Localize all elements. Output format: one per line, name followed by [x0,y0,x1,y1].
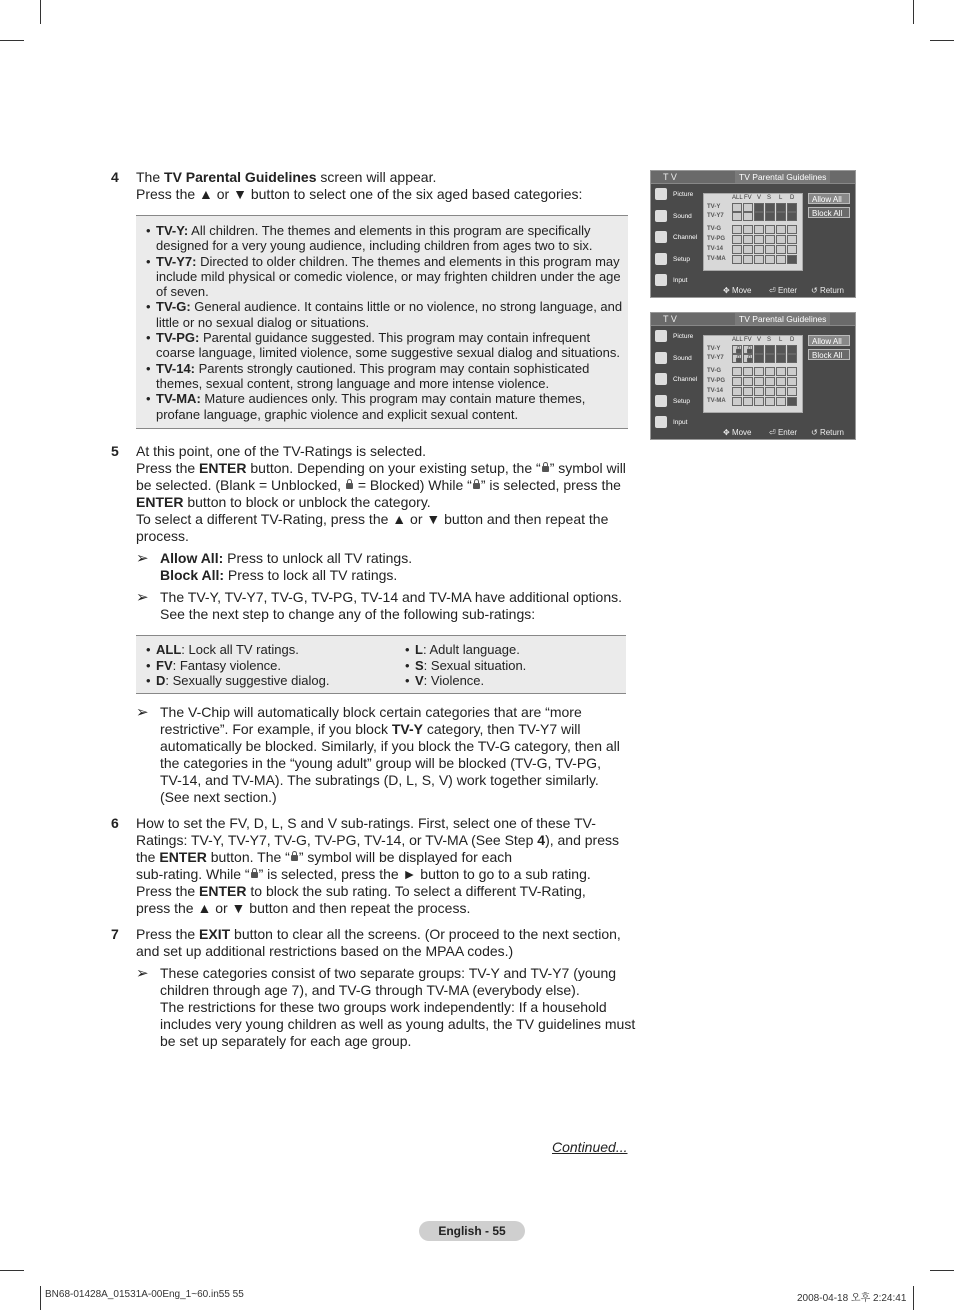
rating-term: TV-Y: [156,223,189,238]
text: TV-14, and TV-MA). The subratings (D, L, S, V) work together similarly. [160,772,599,788]
step-4-instruction: Press the ▲ or ▼ button to select one of the six aged based categories: [136,186,583,202]
step-4-text [136,169,636,203]
footer-timestamp: 2008-04-18 오후 2:24:41 [797,1293,907,1304]
grid-cell[interactable] [732,387,742,396]
grid-cell[interactable] [765,397,775,406]
setup-icon [655,395,667,407]
text: Return [819,286,844,295]
grid-cell[interactable] [732,367,742,376]
text-bold: ENTER [199,460,247,476]
text-bold: Allow All: [160,550,224,566]
grid-cell[interactable] [732,245,742,254]
grid-cell[interactable] [754,203,764,212]
grid-header: S [767,337,772,343]
text: restrictive”. For example, if you block [160,721,392,737]
grid-cell[interactable] [732,203,742,212]
text: the [136,849,160,865]
text: Return [819,428,844,437]
crop-mark [913,1286,914,1310]
menu-item-sound[interactable] [653,349,695,371]
grid-cell[interactable] [754,397,764,406]
menu-item-setup[interactable] [653,250,695,272]
grid-cell[interactable] [743,345,753,354]
subrating-item [138,642,388,658]
lock-icon [736,349,741,353]
picture-icon [655,330,667,342]
tv-menu [653,327,698,435]
grid-cell[interactable] [765,235,775,244]
rating-desc: Directed to older children. The themes and elements in this program may include mild physical or comedic violence, or may frighten children under the age of seven. [156,253,621,300]
grid-cell[interactable] [743,377,753,386]
text: Move [731,428,752,437]
channel-icon [655,231,667,243]
text: button. Depending on your existing setup, the “ [246,460,541,476]
text: be set up separately for each age group. [160,1033,412,1049]
grid-cell[interactable] [732,354,742,363]
text: Enter [777,428,798,437]
arrow-icon: ➢ [136,965,149,982]
text: process. [136,528,189,544]
text: The restrictions for these two groups work independently: If a household [160,999,607,1015]
bullet: • [146,360,151,376]
move-hint: ✥ Move [723,428,752,437]
grid-cell[interactable] [743,397,753,406]
grid-cell[interactable] [787,235,797,244]
text: includes very young children as well as young adults, the TV guidelines must [160,1016,636,1032]
subrating-desc: : Fantasy violence. [172,657,282,673]
text: These categories consist of two separate groups: TV-Y and TV-Y7 (young [160,965,617,981]
tv-label: T V [663,314,677,324]
rating-term: TV-MA: [156,391,201,407]
sound-icon [655,210,667,222]
grid-cell[interactable] [787,345,797,354]
menu-label: Channel [673,376,698,383]
text: button to block or unblock the category. [183,494,431,510]
grid-cell[interactable] [743,354,753,363]
return-hint: ↺ Return [811,286,844,295]
grid-cell[interactable] [743,212,753,221]
ratings-grid [703,193,803,271]
grid-cell[interactable] [776,235,786,244]
text-bold: ENTER [199,883,247,899]
grid-cell[interactable] [776,225,786,234]
bullet: • [146,330,151,346]
tv-screen-1 [650,170,856,298]
tv-screen-2 [650,312,856,440]
grid-cell[interactable] [743,387,753,396]
grid-cell[interactable] [754,225,764,234]
grid-cell[interactable] [754,367,764,376]
note-additional-options [136,589,636,623]
input-icon [655,416,667,428]
lock-icon [747,358,752,362]
text-bold: TV Parental Guidelines [164,169,317,185]
crop-mark [930,40,954,41]
bullet: • [146,673,151,688]
grid-row-label: TV-G [707,368,722,374]
channel-icon [655,373,667,385]
text: The TV-Y, TV-Y7, TV-G, TV-PG, TV-14 and TV-MA have additional options. [160,589,622,605]
lock-icon [736,358,741,362]
enter-hint: ⏎ Enter [769,428,798,437]
menu-item-picture[interactable] [653,327,695,349]
text: and set up additional restrictions based on the MPAA codes.) [136,943,514,959]
rating-item [138,361,628,392]
grid-cell[interactable] [787,377,797,386]
rating-desc: General audience. It contains little or no violence, no strong language, and little or no sexual dialog or situations. [156,299,623,330]
bullet: • [146,657,151,673]
screen-title: TV Parental Guidelines [735,171,830,183]
crop-mark [930,1270,954,1271]
rating-item [138,223,628,254]
input-icon [655,274,667,286]
bullet: • [146,642,151,657]
subrating-term: D [156,673,166,688]
crop-mark [913,0,914,24]
subratings-box [136,635,626,694]
grid-row-label: TV-G [707,226,722,232]
grid-row-label: TV-14 [707,246,724,252]
block-all-button[interactable]: Block All [808,349,850,360]
setup-icon [655,253,667,265]
subrating-item [397,642,617,658]
text-bold: ENTER [136,494,184,510]
grid-cell[interactable] [732,235,742,244]
grid-cell[interactable] [754,377,764,386]
grid-header: FV [744,337,752,343]
rating-item [138,254,628,300]
return-hint: ↺ Return [811,428,844,437]
step-7-text [136,926,636,960]
text: children through age 7), and TV-G through TV-MA (everybody else). [160,982,580,998]
grid-cell[interactable] [732,345,742,354]
grid-header: D [790,337,795,343]
grid-row-label: TV-Y7 [707,213,724,219]
text-bold: TV-Y [391,721,423,737]
text: = Blocked) While “ [353,477,472,493]
grid-cell[interactable] [765,345,775,354]
grid-cell[interactable] [765,203,775,212]
grid-row-label: TV-MA [707,398,726,404]
menu-label: Input [673,277,688,284]
text-bold: EXIT [199,926,231,942]
text: At this point, one of the TV-Ratings is selected. [136,443,427,459]
rating-item [138,391,628,422]
text: (See next section.) [160,789,277,805]
grid-cell[interactable] [765,255,775,264]
grid-cell[interactable] [765,225,775,234]
menu-item-input[interactable] [653,413,695,435]
bullet: • [146,299,151,315]
grid-header: ALL [732,337,743,343]
menu-item-input[interactable] [653,271,695,293]
grid-row-label: TV-14 [707,388,724,394]
screen-title: TV Parental Guidelines [735,313,830,325]
grid-cell[interactable] [776,354,786,363]
rating-term: TV-PG: [156,330,200,346]
enter-hint: ⏎ Enter [769,286,798,295]
menu-item-channel[interactable] [653,228,698,250]
grid-cell[interactable] [732,377,742,386]
menu-label: Sound [673,354,692,362]
text: to block the sub rating. To select a different TV-Rating, [246,883,586,899]
subrating-desc: : Violence. [423,673,485,688]
grid-cell[interactable] [754,354,764,363]
grid-cell[interactable] [776,367,786,376]
subrating-desc: : Lock all TV ratings. [181,642,299,657]
step-4-number: 4 [111,169,119,185]
grid-cell[interactable] [765,387,775,396]
grid-header: FV [744,195,752,201]
step-5-number: 5 [111,443,119,459]
grid-cell[interactable] [743,235,753,244]
rating-term: TV-G: [156,299,191,315]
subratings-right [397,642,617,689]
text: Press the [136,926,200,942]
ratings-list [138,223,628,422]
text: button. The “ [206,849,290,865]
grid-header: L [779,337,783,343]
text: screen will appear. [316,169,437,185]
grid-cell[interactable] [787,387,797,396]
tv-menu [653,185,698,293]
grid-cell[interactable] [754,212,764,221]
text-bold: ENTER [159,849,207,865]
grid-header: V [757,337,762,343]
grid-cell[interactable] [754,235,764,244]
text: To select a different TV-Rating, press the ▲ or ▼ button and then repeat the [136,511,609,527]
grid-cell[interactable] [776,387,786,396]
text: See the next step to change any of the following sub-ratings: [160,606,536,622]
grid-cell[interactable] [787,212,797,221]
text: sub-rating. While “ [136,866,250,882]
grid-cell[interactable] [776,203,786,212]
note-allow-block [136,550,636,584]
grid-row-label: TV-Y [707,346,721,352]
menu-label: Setup [673,397,690,405]
grid-cell[interactable] [743,255,753,264]
rating-term: TV-Y7: [156,253,197,269]
subrating-desc: : Sexually suggestive dialog. [165,673,330,688]
subrating-item [397,658,617,674]
grid-header: L [779,195,783,201]
rating-desc: Parents strongly cautioned. This program may contain sophisticated themes, sexual content, strong language and more intense violence. [156,360,590,391]
text: Press to unlock all TV ratings. [223,550,413,566]
text: ” is selected, press the ► button to go to a sub rating. [258,866,591,882]
lock-icon [251,872,258,878]
crop-mark [40,1286,41,1310]
page-number-badge: English - 55 [419,1221,525,1241]
text: be selected. (Blank = Unblocked, [136,477,345,493]
subrating-desc: : Sexual situation. [423,657,527,673]
rating-desc: Parental guidance suggested. This program may contain infrequent coarse language, limited violence, some suggestive sexual dialog and situations. [156,330,620,361]
grid-cell[interactable] [787,367,797,376]
text: automatically be blocked. Similarly, if you block the TV-G category, then all [160,738,620,754]
grid-cell[interactable] [787,203,797,212]
move-hint: ✥ Move [723,286,752,295]
grid-cell[interactable] [732,212,742,221]
lock-icon [346,483,353,489]
bullet: • [146,253,151,269]
lock-icon [291,855,298,861]
arrow-icon: ➢ [136,550,149,567]
grid-cell[interactable] [787,354,797,363]
bullet: • [405,657,410,673]
grid-cell[interactable] [754,387,764,396]
crop-mark [0,1270,24,1271]
grid-cell[interactable] [743,203,753,212]
text: press the ▲ or ▼ button and then repeat the process. [136,900,471,916]
sound-icon [655,352,667,364]
crop-mark [0,40,24,41]
subrating-item [138,658,388,674]
text: Press the [136,883,200,899]
text: How to set the FV, D, L, S and V sub-ratings. First, select one of these TV- [136,815,596,831]
grid-header: ALL [732,195,743,201]
grid-cell[interactable] [776,397,786,406]
step-6-number: 6 [111,815,119,831]
menu-label: Sound [673,212,692,220]
menu-label: Input [673,419,688,426]
grid-row-label: TV-PG [707,236,726,242]
note-groups [136,965,636,1050]
grid-cell[interactable] [776,212,786,221]
text-bold: Block All: [160,567,225,583]
grid-cell[interactable] [776,245,786,254]
text: The V-Chip will automatically block certain categories that are “more [160,704,582,720]
grid-cell[interactable] [743,367,753,376]
arrow-icon: ➢ [136,704,149,721]
menu-label: Picture [673,333,694,340]
rating-desc: All children. The themes and elements in this program are specifically designed for a very young audience, including children from ages two to six. [156,223,593,254]
bullet: • [405,673,410,688]
menu-label: Picture [673,191,694,198]
text: ), and press [545,832,619,848]
text: button to clear all the screens. (Or proceed to the next section, [230,926,621,942]
step-5-text [136,443,636,545]
grid-cell[interactable] [765,367,775,376]
text: ” symbol will [549,460,626,476]
text-bold: 4 [537,832,546,848]
subrating-term: ALL [156,642,182,657]
allow-all-button[interactable]: Allow All [808,335,850,346]
note-vchip [136,704,636,806]
grid-cell[interactable] [754,245,764,254]
grid-header: S [767,195,772,201]
bullet: • [405,642,410,657]
tv-label: T V [663,172,677,182]
subratings-left [138,642,388,689]
subrating-desc: : Adult language. [422,642,520,657]
grid-cell[interactable] [732,255,742,264]
grid-row-label: TV-Y7 [707,355,724,361]
text: the categories in the “young adult” group will be blocked (TV-G, TV-PG, [160,755,601,771]
text: Press the [136,460,200,476]
subrating-item [397,673,617,689]
continued-label: Continued... [552,1139,628,1155]
grid-cell[interactable] [776,255,786,264]
crop-mark [40,0,41,24]
text: The [136,169,165,185]
ratings-box [136,215,628,429]
menu-item-picture[interactable] [653,185,695,207]
grid-header: V [757,195,762,201]
grid-row-label: TV-PG [707,378,726,384]
grid-row-label: TV-MA [707,256,726,262]
menu-item-channel[interactable] [653,370,698,392]
rating-item [138,299,628,330]
text: ” symbol will be displayed for each [298,849,513,865]
subrating-term: V [415,673,424,688]
grid-cell[interactable] [776,377,786,386]
text: ” is selected, press the [480,477,621,493]
ratings-grid [703,335,803,413]
text: Ratings: TV-Y, TV-Y7, TV-G, TV-PG, TV-14, or TV-MA (See Step [136,832,538,848]
grid-cell[interactable] [732,397,742,406]
rating-term: TV-14: [156,360,196,376]
menu-label: Setup [673,255,690,263]
grid-cell[interactable] [765,212,775,221]
grid-cell[interactable] [754,345,764,354]
grid-cell[interactable] [765,377,775,386]
block-all-button[interactable]: Block All [808,207,850,218]
rating-desc: Mature audiences only. This program may contain mature themes, profane language, graphic violence and explicit sexual content. [156,391,586,422]
subrating-term: FV [156,657,173,673]
bullet: • [146,223,151,238]
grid-cell[interactable] [787,245,797,254]
menu-item-sound[interactable] [653,207,695,229]
grid-cell[interactable] [732,225,742,234]
text: category, then TV-Y7 will [422,721,581,737]
grid-cell[interactable] [776,345,786,354]
grid-cell[interactable] [754,255,764,264]
menu-label: Channel [673,234,698,241]
lock-icon [473,483,480,489]
lock-icon [542,466,549,472]
bullet: • [146,391,151,407]
grid-header: D [790,195,795,201]
text: Enter [777,286,798,295]
grid-row-label: TV-Y [707,204,721,210]
step-7-number: 7 [111,926,119,942]
grid-cell[interactable] [765,354,775,363]
grid-cell[interactable] [787,255,797,264]
text: Move [731,286,752,295]
allow-all-button[interactable]: Allow All [808,193,850,204]
subrating-term: L [415,642,423,657]
picture-icon [655,188,667,200]
rating-item [138,330,628,361]
grid-cell[interactable] [765,245,775,254]
arrow-icon: ➢ [136,589,149,606]
grid-cell[interactable] [787,397,797,406]
subrating-item [138,673,388,689]
menu-item-setup[interactable] [653,392,695,414]
grid-cell[interactable] [743,225,753,234]
text: Press to lock all TV ratings. [224,567,398,583]
grid-cell[interactable] [743,245,753,254]
footer-file-info: BN68-01428A_01531A-00Eng_1~60.in55 55 [45,1289,244,1300]
grid-cell[interactable] [787,225,797,234]
step-6-text [136,815,636,917]
lock-icon [747,349,752,353]
subrating-term: S [415,657,424,673]
